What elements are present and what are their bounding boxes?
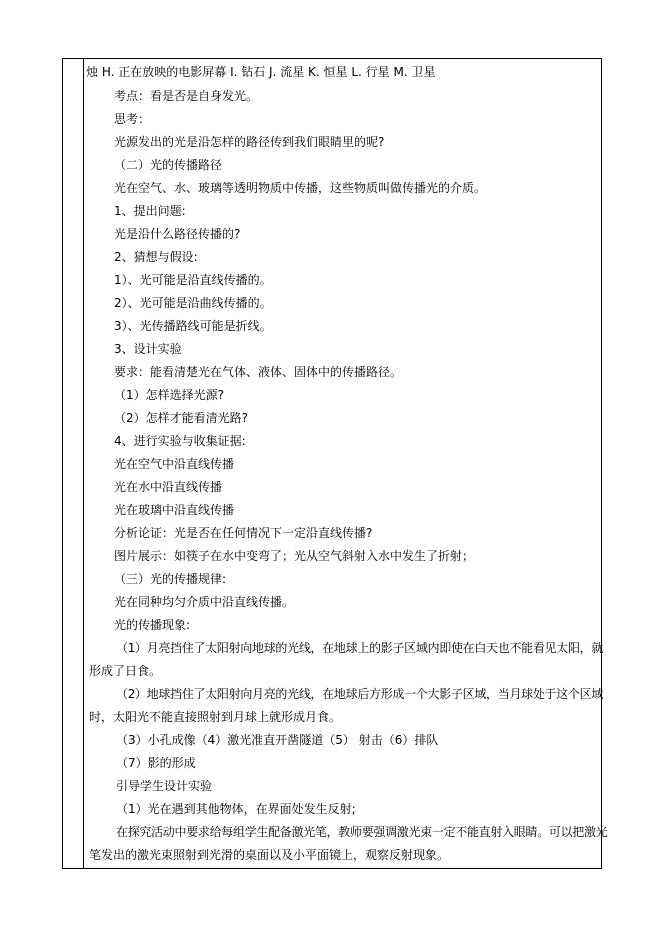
text-line: （3）小孔成像（4）激光准直开凿隧道（5） 射击（6）排队 bbox=[116, 733, 439, 747]
text-line: 光在空气中沿直线传播 bbox=[114, 457, 235, 471]
text-line: 光在同种均匀介质中沿直线传播。 bbox=[114, 595, 295, 609]
text-line: 在探究活动中要求给每组学生配备激光笔，教师要强调激光束一定不能直射入眼睛。可以把激光 bbox=[116, 825, 608, 839]
text-line: 分析论证：光是否在任何情况下一定沿直线传播? bbox=[114, 526, 373, 540]
text-line: 引导学生设计实验 bbox=[116, 779, 213, 793]
text-line: 光是沿什么路径传播的? bbox=[114, 227, 241, 241]
text-line: 光的传播现象: bbox=[114, 618, 191, 632]
section-heading: （三）光的传播规律: bbox=[114, 572, 227, 586]
text-line: 光源发出的光是沿怎样的路径传到我们眼睛里的呢? bbox=[114, 135, 385, 149]
text-line: （2）地球挡住了太阳射向月亮的光线，在地球后方形成一个大影子区域，当月球处于这个区域 bbox=[116, 687, 604, 701]
text-line: 3、设计实验 bbox=[114, 342, 182, 356]
text-line: 笔发出的激光束照射到光滑的桌面以及小平面镜上，观察反射现象。 bbox=[89, 848, 450, 862]
text-line: 2、猜想与假设: bbox=[114, 250, 198, 264]
text-line: 1、提出问题: bbox=[114, 204, 186, 218]
text-line: 2）、光可能是沿曲线传播的。 bbox=[114, 296, 272, 310]
text-line: 时，太阳光不能直接照射到月球上就形成月食。 bbox=[89, 710, 342, 724]
text-line: 3）、光传播路线可能是折线。 bbox=[114, 319, 272, 333]
options-line: 烛 H. 正在放映的电影屏幕 I. 钻石 J. 流星 K. 恒星 L. 行星 M. 卫星 bbox=[86, 65, 436, 79]
text-line: （7）影的形成 bbox=[116, 756, 196, 770]
section-heading: （二）光的传播路径 bbox=[114, 158, 223, 172]
text-line: 光在玻璃中沿直线传播 bbox=[114, 503, 235, 517]
text-line: 光在空气、水、玻璃等透明物质中传播，这些物质叫做传播光的介质。 bbox=[114, 181, 487, 195]
text-line: 光在水中沿直线传播 bbox=[114, 480, 223, 494]
text-line: 思考： bbox=[114, 112, 151, 126]
text-line: 1）、光可能是沿直线传播的。 bbox=[114, 273, 272, 287]
text-line: （1）月亮挡住了太阳射向地球的光线，在地球上的影子区域内即使在白天也不能看见太阳，就 bbox=[116, 641, 604, 655]
text-line: （2）怎样才能看清光路? bbox=[114, 411, 249, 425]
text-line: 图片展示：如筷子在水中变弯了；光从空气斜射入水中发生了折射； bbox=[114, 549, 475, 563]
text-line: 4、进行实验与收集证据: bbox=[114, 434, 246, 448]
text-line: 形成了日食。 bbox=[89, 664, 162, 678]
text-line: 考点：看是否是自身发光。 bbox=[114, 89, 259, 103]
table-column-divider bbox=[83, 58, 84, 869]
text-line: 要求：能看清楚光在气体、液体、固体中的传播路径。 bbox=[114, 365, 403, 379]
text-line: （1）光在遇到其他物体，在界面处发生反射; bbox=[116, 802, 356, 816]
text-line: （1）怎样选择光源? bbox=[114, 388, 225, 402]
